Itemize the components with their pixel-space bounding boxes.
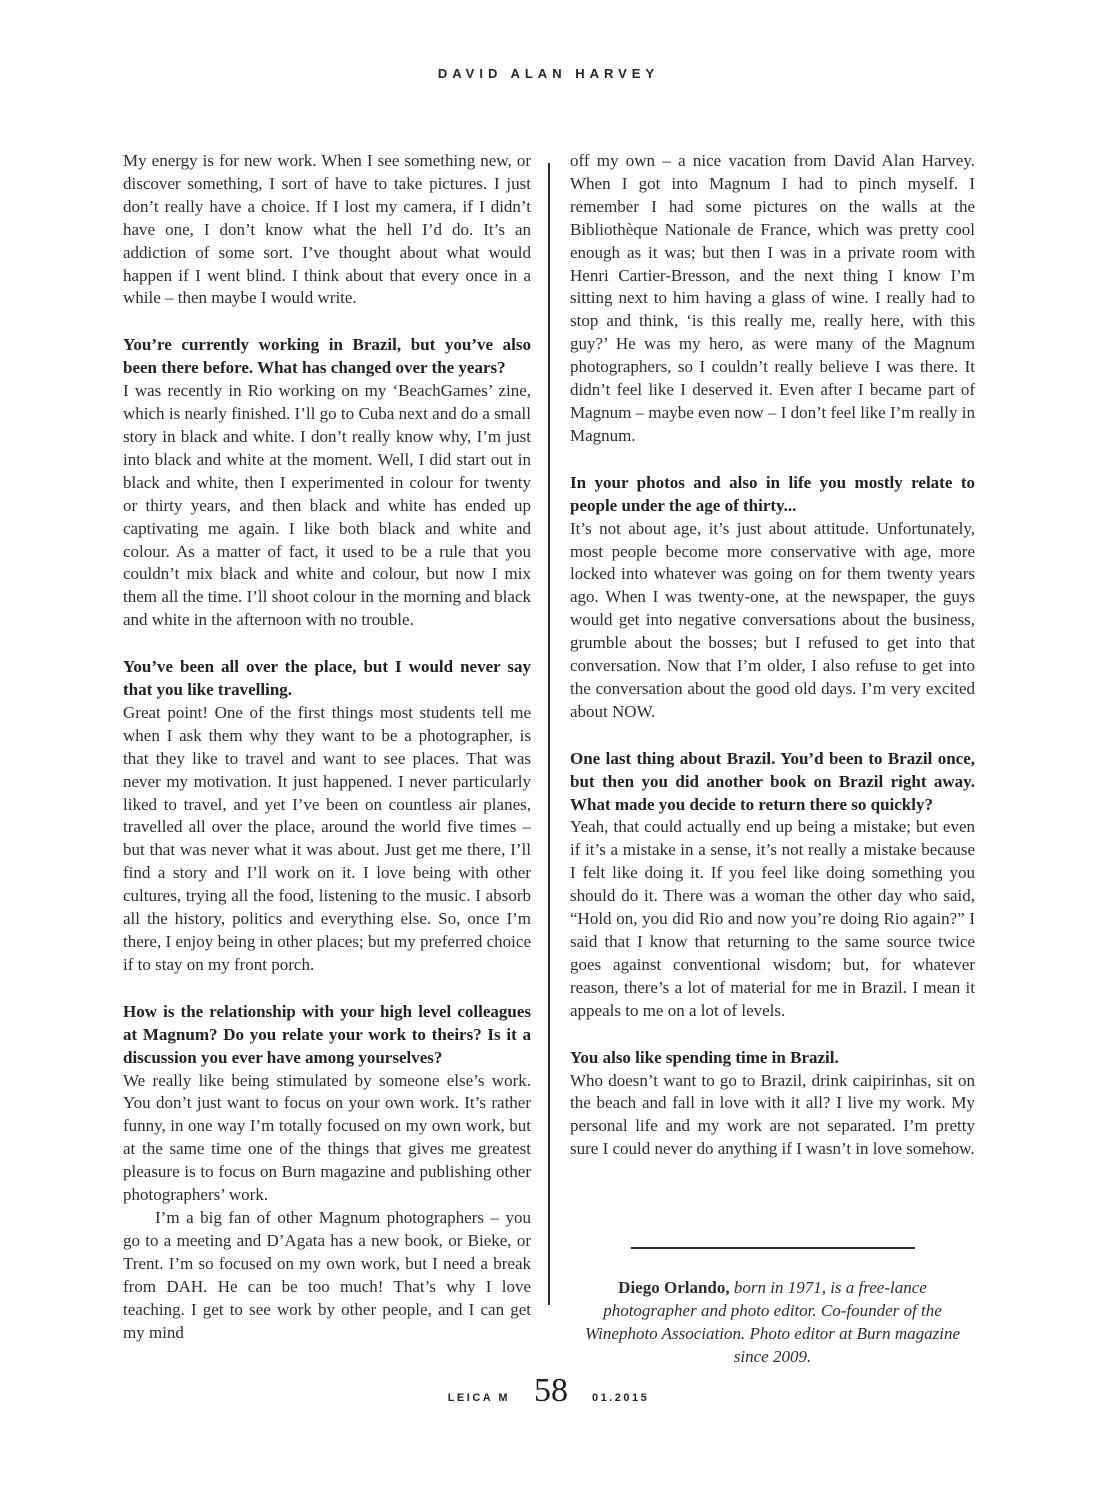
bio-text bbox=[570, 1277, 975, 1369]
question-paragraph: You’re currently working in Brazil, but you’ve also been there before. What has changed over the years? bbox=[123, 335, 531, 378]
author-bio bbox=[570, 1247, 975, 1369]
bio-divider-rule bbox=[631, 1247, 915, 1249]
question-paragraph: One last thing about Brazil. You’d been to Brazil once, but then you did another book on Brazil right away. What made you decide to return there so quickly? bbox=[570, 748, 975, 814]
page-number: 58 bbox=[534, 1372, 569, 1409]
answer-paragraph: I was recently in Rio working on my ‘BeachGames’ zine, which is nearly finished. I’ll go to Cuba next and do a small story in black and white. I don’t really know why, I’m just into black and white at the moment. Well, I did start out in black and white, then I experimented in colour for twenty or thirty years, and then black and white has ended up captivating me again. I like both black and white and colour. As a matter of fact, it used to be a rule that you couldn’t mix black and white and colour, but now I mix them all the time. I’ll shoot colour in the morning and black and white in the afternoon with no trouble. bbox=[123, 381, 531, 630]
right-column bbox=[570, 150, 975, 1369]
answer-paragraph: Great point! One of the first things most students tell me when I ask them why they want to be a photographer, is that they like to travel and want to see places. That was never my motivation. It just happened. I never particularly liked to travel, and yet I’ve been on countless air planes, travelled all over the place, around the world five times – but that was never what it was about. Just get me there, I’ll find a story and I’ll work on it. I love being with other cultures, trying all the food, listening to the music. I absorb all the history, politics and everything else. So, once I’m there, I enjoy being in other places; but my preferred choice if to stay on my front porch. bbox=[123, 702, 531, 974]
page-footer bbox=[0, 1372, 1097, 1410]
answer-paragraph: It’s not about age, it’s just about attitude. Unfortunately, most people become more conservative with age, more locked into whatever was going on for them twenty years ago. When I was twenty-one, at the newspaper, the guys would get into negative conversations about the business, grumble about the bosses; but I refused to get into that conversation. Now that I’m older, I also refuse to get into the conversation about the good old days. I’m very excited about NOW. bbox=[570, 518, 975, 721]
question-paragraph: In your photos and also in life you mostly relate to people under the age of thirty... bbox=[570, 472, 975, 515]
article-body bbox=[123, 150, 975, 1369]
issue-number: 01.2015 bbox=[592, 1392, 650, 1404]
bio-author-name: Diego Orlando, bbox=[618, 1278, 730, 1298]
answer-paragraph: We really like being stimulated by someone else’s work. You don’t just want to focus on your own work. It’s rather funny, in one way I’m totally focused on my own work, but at the same time one of the things that gives me greatest pleasure is to focus on Burn magazine and publishing other photographers’ work. bbox=[123, 1070, 531, 1205]
question-paragraph: How is the relationship with your high level colleagues at Magnum? Do you relate your work to theirs? Is it a discussion you ever have among yourselves? bbox=[123, 1001, 531, 1067]
bio-description: born in 1971, is a free-lance photographer and photo editor. Co-founder of the Winephoto Association. Photo editor at Burn magazine since 2009. bbox=[584, 1278, 961, 1366]
magazine-name: LEICA M bbox=[447, 1392, 511, 1404]
page-title: DAVID ALAN HARVEY bbox=[437, 66, 660, 81]
answer-paragraph: My energy is for new work. When I see something new, or discover something, I sort of have to take pictures. I just don’t really have a choice. If I lost my camera, if I didn’t have one, I don’t know what the hell I’d do. It’s an addiction of some sort. I’ve thought about what would happen if I went blind. I think about that every once in a while – then maybe I would write. bbox=[123, 151, 531, 308]
left-column bbox=[123, 150, 531, 1369]
answer-paragraph: Yeah, that could actually end up being a mistake; but even if it’s a mistake in a sense, it’s not really a mistake because I felt like doing it. If you feel like doing something you should do it. There was a woman the other day who said, “Hold on, you did Rio and now you’re doing Rio again?” I said that I know that returning to the same source twice goes against conventional wisdom; but, for whatever reason, there’s a lot of material for me in Brazil. I mean it appeals to me on a lot of levels. bbox=[570, 817, 975, 1020]
answer-paragraph: off my own – a nice vacation from David Alan Harvey. When I got into Magnum I had to pinch myself. I remember I had some pictures on the walls at the Bibliothèque Nationale de France, which was pretty cool enough as it was; but then I was in a private room with Henri Cartier-Bresson, and the next thing I know I’m sitting next to him having a glass of wine. I really had to stop and think, ‘is this really me, really here, with this guy?’ He was my hero, as were many of the Magnum photographers, so I couldn’t really believe I was there. It didn’t feel like I deserved it. Even after I became part of Magnum – maybe even now – I don’t feel like I’m really in Magnum. bbox=[570, 151, 975, 445]
question-paragraph: You also like spending time in Brazil. bbox=[570, 1047, 839, 1067]
question-paragraph: You’ve been all over the place, but I would never say that you like travelling. bbox=[123, 657, 531, 700]
answer-paragraph: Who doesn’t want to go to Brazil, drink caipirinhas, sit on the beach and fall in love with it all? I live my work. My personal life and my work are not separated. I’m pretty sure I could never do anything if I wasn’t in love somehow. bbox=[570, 1070, 975, 1159]
answer-paragraph-indented: I’m a big fan of other Magnum photographers – you go to a meeting and D’Agata has a new book, or Bieke, or Trent. I’m so focused on my own work, but I need a break from DAH. He can be too much! That’s why I love teaching. I get to see work by other people, and I can get my mind bbox=[123, 1207, 531, 1342]
